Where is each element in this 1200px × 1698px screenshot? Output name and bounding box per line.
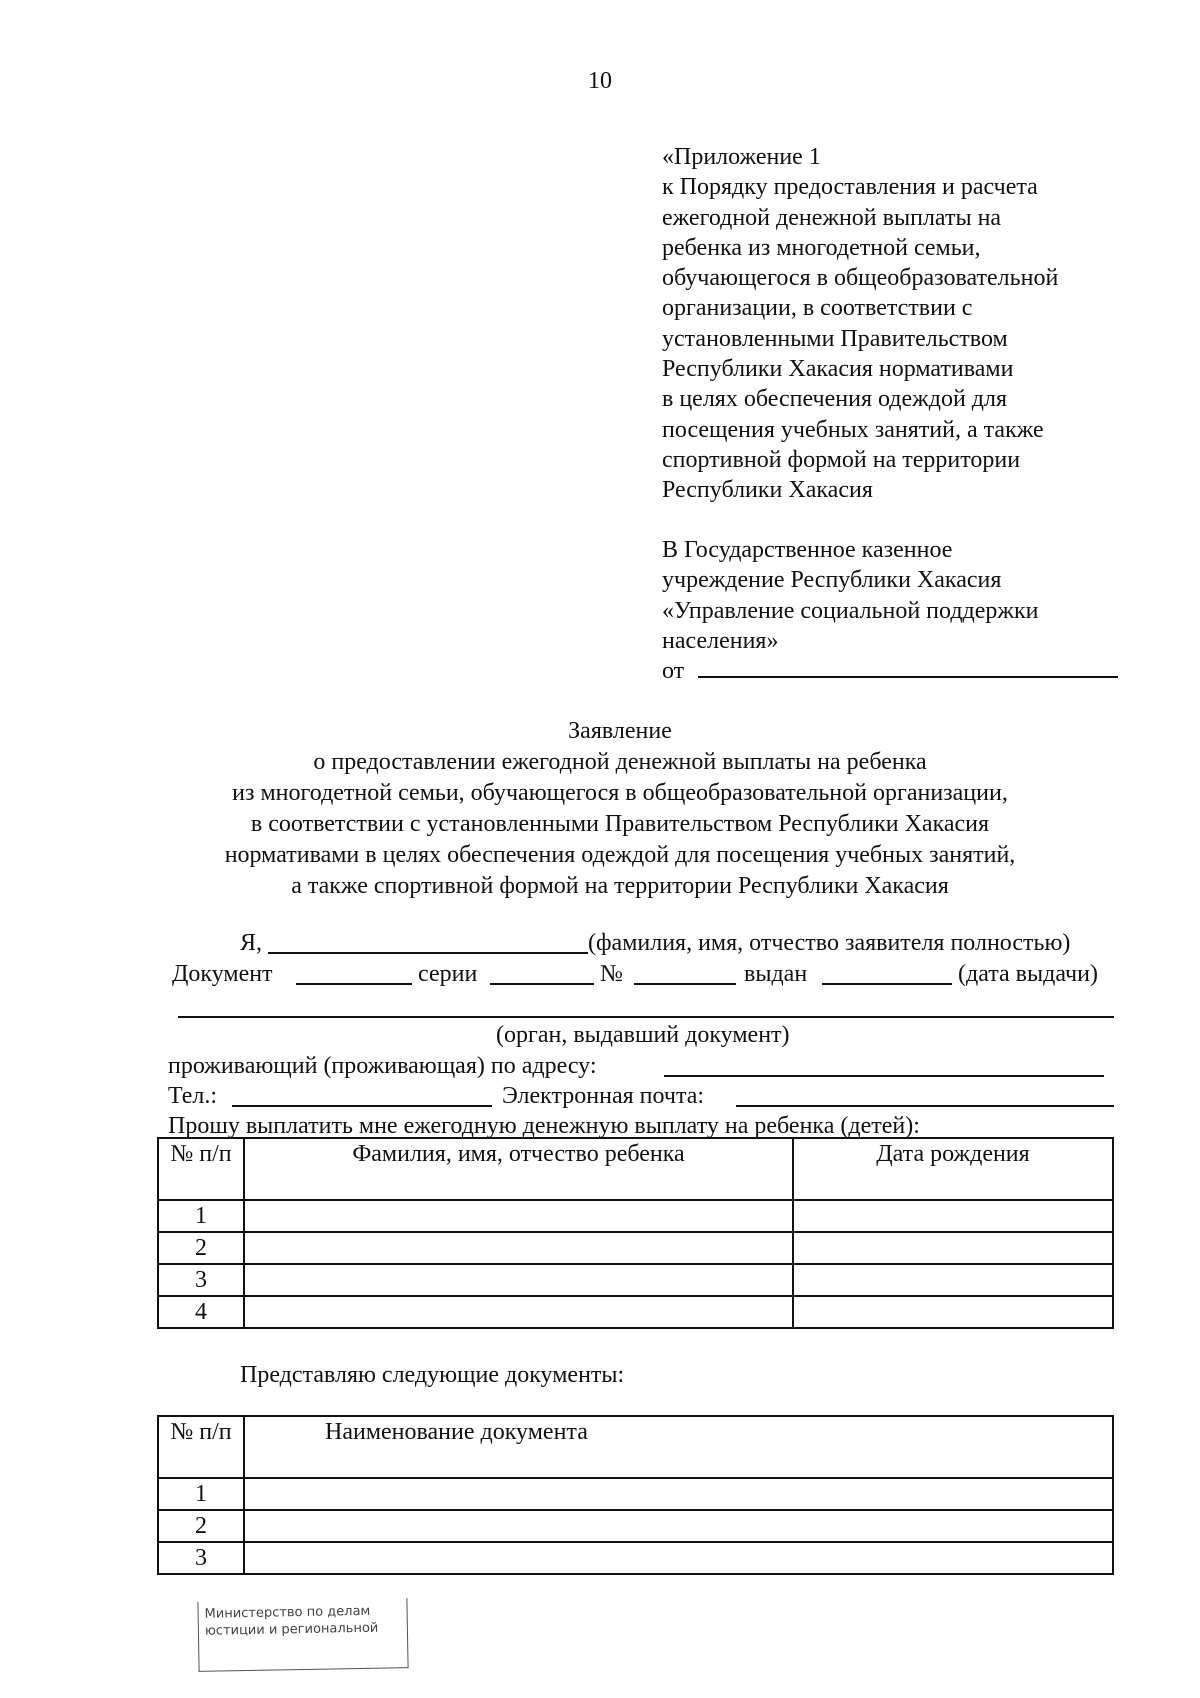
issued-label: выдан	[744, 961, 808, 987]
document-name-cell[interactable]	[244, 1478, 1113, 1510]
appendix-line: Республики Хакасия нормативами	[662, 356, 1014, 383]
birth-date-cell[interactable]	[793, 1232, 1113, 1264]
statement-subtitle-line: о предоставлении ежегодной денежной выплаты на ребенка	[313, 749, 927, 775]
row-number: 1	[158, 1478, 244, 1510]
row-number: 3	[158, 1542, 244, 1574]
from-label: от	[662, 658, 685, 685]
issuer-field[interactable]	[178, 1016, 1114, 1018]
email-label: Электронная почта:	[502, 1083, 705, 1109]
birth-date-cell[interactable]	[793, 1296, 1113, 1328]
appendix-line: посещения учебных занятий, а также	[662, 416, 1044, 443]
series-label: серии	[418, 961, 478, 987]
table-header-cell: Фамилия, имя, отчество ребенка	[244, 1138, 793, 1200]
recipient-line: «Управление социальной поддержки	[662, 597, 1039, 624]
from-row	[662, 656, 1132, 686]
appendix-line: спортивной формой на территории	[662, 446, 1021, 473]
appendix-block	[662, 142, 1132, 506]
ya-label: Я,	[240, 930, 263, 956]
appendix-line: к Порядку предоставления и расчета	[662, 174, 1038, 201]
appendix-line: ребенка из многодетной семьи,	[662, 234, 981, 261]
table-header-row	[158, 1416, 1113, 1478]
statement-title	[120, 716, 1120, 902]
appendix-line: «Приложение 1	[662, 144, 821, 170]
recipient-line: населения»	[662, 627, 779, 654]
table-header-row	[158, 1138, 1113, 1200]
birth-date-cell[interactable]	[793, 1264, 1113, 1296]
applicant-name-hint: (фамилия, имя, отчество заявителя полностью)	[588, 930, 1071, 956]
statement-subtitle-line: нормативами в целях обеспечения одеждой для посещения учебных занятий,	[224, 842, 1016, 868]
issued-field[interactable]	[822, 983, 952, 985]
table-row	[158, 1296, 1113, 1328]
row-number: 2	[158, 1510, 244, 1542]
child-name-cell[interactable]	[244, 1296, 793, 1328]
ministry-stamp	[197, 1598, 408, 1672]
appendix-line: организации, в соответствии с	[662, 295, 973, 322]
row-number: 2	[158, 1232, 244, 1264]
phone-field[interactable]	[232, 1105, 492, 1107]
statement-subtitle-line: а также спортивной формой на территории Республики Хакасия	[291, 873, 949, 899]
document-name-cell[interactable]	[244, 1510, 1113, 1542]
address-field[interactable]	[664, 1075, 1104, 1077]
phone-label: Тел.:	[168, 1083, 218, 1109]
request-text: Прошу выплатить мне ежегодную денежную выплату на ребенка (детей):	[168, 1113, 920, 1139]
recipient-line: учреждение Республики Хакасия	[662, 567, 1002, 594]
appendix-line: обучающегося в общеобразовательной	[662, 265, 1059, 292]
address-label: проживающий (проживающая) по адресу:	[168, 1053, 597, 1079]
document-name-cell[interactable]	[244, 1542, 1113, 1574]
table-header-cell: № п/п	[158, 1138, 244, 1200]
child-name-cell[interactable]	[244, 1200, 793, 1232]
table-header-cell: Наименование документа	[244, 1416, 1113, 1478]
documents-table	[157, 1415, 1114, 1575]
appendix-line: ежегодной денежной выплаты на	[662, 204, 1002, 231]
table-row	[158, 1232, 1113, 1264]
recipient-line: В Государственное казенное	[662, 537, 953, 563]
recipient-block	[662, 535, 1132, 686]
number-label: №	[600, 961, 623, 987]
issuer-hint: (орган, выдавший документ)	[496, 1022, 790, 1048]
appendix-line: в целях обеспечения одеждой для	[662, 386, 1008, 413]
appendix-line: установленными Правительством	[662, 325, 1008, 352]
child-name-cell[interactable]	[244, 1264, 793, 1296]
document-field[interactable]	[296, 983, 412, 985]
document-label: Документ	[172, 961, 273, 987]
page-number: 10	[588, 68, 612, 94]
table-row	[158, 1264, 1113, 1296]
stamp-line: Министерство по делам	[204, 1603, 371, 1622]
child-name-cell[interactable]	[244, 1232, 793, 1264]
table-header-cell: № п/п	[158, 1416, 244, 1478]
from-field[interactable]	[698, 658, 1118, 678]
statement-subtitle-line: в соответствии с установленными Правительством Республики Хакасия	[250, 811, 990, 837]
number-field[interactable]	[634, 983, 736, 985]
birth-date-cell[interactable]	[793, 1200, 1113, 1232]
children-table	[157, 1137, 1114, 1329]
applicant-name-field[interactable]	[268, 952, 588, 954]
email-field[interactable]	[736, 1105, 1114, 1107]
statement-heading: Заявление	[568, 718, 672, 744]
table-row	[158, 1478, 1113, 1510]
appendix-line: Республики Хакасия	[662, 477, 873, 504]
table-row	[158, 1200, 1113, 1232]
table-row	[158, 1510, 1113, 1542]
series-field[interactable]	[490, 983, 594, 985]
table-header-cell: Дата рождения	[793, 1138, 1113, 1200]
row-number: 3	[158, 1264, 244, 1296]
row-number: 4	[158, 1296, 244, 1328]
statement-subtitle-line: из многодетной семьи, обучающегося в общеобразовательной организации,	[232, 780, 1008, 806]
issue-date-hint: (дата выдачи)	[958, 961, 1098, 987]
documents-heading: Представляю следующие документы:	[240, 1362, 625, 1388]
stamp-line: юстиции и региональной	[204, 1620, 379, 1639]
table-row	[158, 1542, 1113, 1574]
row-number: 1	[158, 1200, 244, 1232]
